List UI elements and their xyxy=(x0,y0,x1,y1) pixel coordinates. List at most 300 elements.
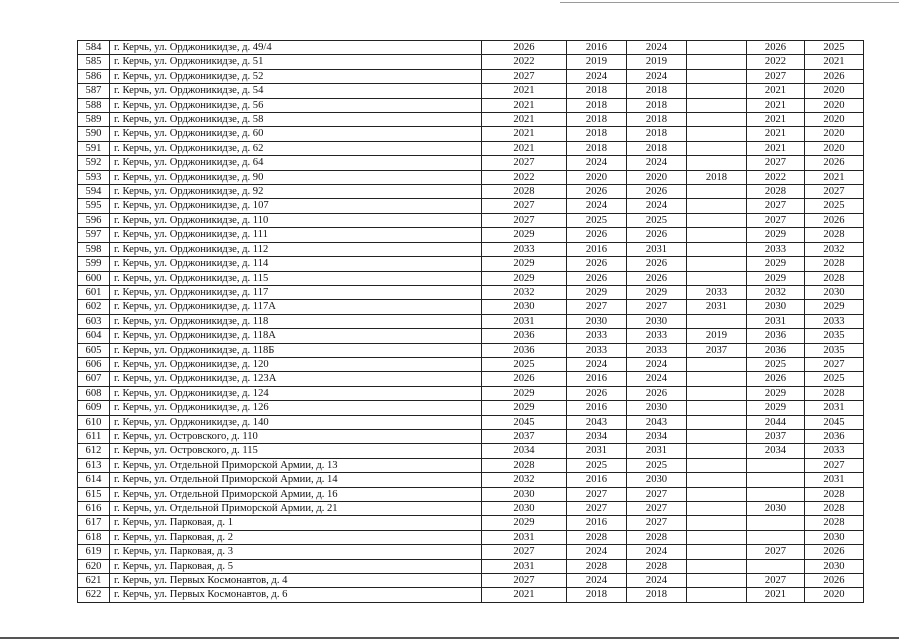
year-cell-1: 2031 xyxy=(482,559,567,573)
year-cell-2: 2028 xyxy=(567,530,627,544)
address-cell: г. Керчь, ул. Орджоникидзе, д. 56 xyxy=(110,98,482,112)
year-cell-3: 2026 xyxy=(627,228,687,242)
table-row xyxy=(78,156,864,170)
year-cell-6: 2020 xyxy=(805,113,864,127)
table-row xyxy=(78,516,864,530)
year-cell-5: 2032 xyxy=(747,285,805,299)
year-cell-4 xyxy=(687,199,747,213)
year-cell-5: 2021 xyxy=(747,84,805,98)
year-cell-6: 2021 xyxy=(805,170,864,184)
year-cell-6: 2027 xyxy=(805,357,864,371)
year-cell-5 xyxy=(747,530,805,544)
year-cell-2: 2024 xyxy=(567,199,627,213)
year-cell-1: 2029 xyxy=(482,386,567,400)
year-cell-6: 2025 xyxy=(805,199,864,213)
year-cell-5: 2028 xyxy=(747,185,805,199)
address-cell: г. Керчь, ул. Парковая, д. 3 xyxy=(110,545,482,559)
year-cell-6: 2035 xyxy=(805,343,864,357)
year-cell-2: 2024 xyxy=(567,545,627,559)
year-cell-5: 2021 xyxy=(747,588,805,602)
year-cell-1: 2021 xyxy=(482,141,567,155)
table-row xyxy=(78,199,864,213)
row-number: 601 xyxy=(78,285,110,299)
year-cell-2: 2020 xyxy=(567,170,627,184)
year-cell-5 xyxy=(747,516,805,530)
year-cell-6: 2026 xyxy=(805,574,864,588)
year-cell-4 xyxy=(687,242,747,256)
row-number: 616 xyxy=(78,502,110,516)
year-cell-5: 2036 xyxy=(747,343,805,357)
row-number: 586 xyxy=(78,69,110,83)
year-cell-6: 2027 xyxy=(805,185,864,199)
year-cell-1: 2022 xyxy=(482,170,567,184)
year-cell-5: 2029 xyxy=(747,257,805,271)
year-cell-2: 2043 xyxy=(567,415,627,429)
address-cell: г. Керчь, ул. Орджоникидзе, д. 110 xyxy=(110,213,482,227)
year-cell-1: 2026 xyxy=(482,372,567,386)
year-cell-5: 2029 xyxy=(747,386,805,400)
year-cell-3: 2030 xyxy=(627,473,687,487)
year-cell-1: 2029 xyxy=(482,228,567,242)
year-cell-1: 2036 xyxy=(482,329,567,343)
year-cell-6: 2020 xyxy=(805,127,864,141)
year-cell-2: 2016 xyxy=(567,401,627,415)
year-cell-5: 2027 xyxy=(747,156,805,170)
row-number: 610 xyxy=(78,415,110,429)
year-cell-3: 2027 xyxy=(627,300,687,314)
year-cell-5 xyxy=(747,458,805,472)
year-cell-4 xyxy=(687,559,747,573)
table-row xyxy=(78,530,864,544)
year-cell-6: 2028 xyxy=(805,257,864,271)
year-cell-5: 2021 xyxy=(747,113,805,127)
year-cell-6: 2033 xyxy=(805,444,864,458)
year-cell-6: 2045 xyxy=(805,415,864,429)
year-cell-4 xyxy=(687,502,747,516)
address-cell: г. Керчь, ул. Орджоникидзе, д. 120 xyxy=(110,357,482,371)
row-number: 620 xyxy=(78,559,110,573)
year-cell-4: 2037 xyxy=(687,343,747,357)
year-cell-6: 2033 xyxy=(805,314,864,328)
row-number: 592 xyxy=(78,156,110,170)
year-cell-5 xyxy=(747,473,805,487)
year-cell-2: 2026 xyxy=(567,386,627,400)
year-cell-5: 2034 xyxy=(747,444,805,458)
year-cell-6: 2031 xyxy=(805,473,864,487)
year-cell-3: 2020 xyxy=(627,170,687,184)
year-cell-3: 2018 xyxy=(627,588,687,602)
table-row xyxy=(78,141,864,155)
row-number: 613 xyxy=(78,458,110,472)
table-row xyxy=(78,242,864,256)
year-cell-6: 2028 xyxy=(805,228,864,242)
table-row xyxy=(78,559,864,573)
year-cell-3: 2028 xyxy=(627,530,687,544)
year-cell-6: 2020 xyxy=(805,588,864,602)
year-cell-5: 2029 xyxy=(747,271,805,285)
year-cell-4 xyxy=(687,271,747,285)
year-cell-3: 2018 xyxy=(627,141,687,155)
year-cell-3: 2030 xyxy=(627,314,687,328)
address-cell: г. Керчь, ул. Парковая, д. 2 xyxy=(110,530,482,544)
year-cell-4 xyxy=(687,386,747,400)
year-cell-2: 2025 xyxy=(567,213,627,227)
table-row xyxy=(78,257,864,271)
year-cell-4 xyxy=(687,185,747,199)
year-cell-1: 2034 xyxy=(482,444,567,458)
year-cell-1: 2029 xyxy=(482,257,567,271)
row-number: 618 xyxy=(78,530,110,544)
year-cell-4: 2018 xyxy=(687,170,747,184)
row-number: 600 xyxy=(78,271,110,285)
address-cell: г. Керчь, ул. Орджоникидзе, д. 117 xyxy=(110,285,482,299)
year-cell-5: 2021 xyxy=(747,127,805,141)
address-cell: г. Керчь, ул. Отдельной Приморской Армии, д. 14 xyxy=(110,473,482,487)
table-row xyxy=(78,372,864,386)
year-cell-2: 2016 xyxy=(567,516,627,530)
year-cell-5: 2030 xyxy=(747,300,805,314)
year-cell-2: 2031 xyxy=(567,444,627,458)
table-row xyxy=(78,329,864,343)
year-cell-2: 2029 xyxy=(567,285,627,299)
row-number: 603 xyxy=(78,314,110,328)
year-cell-5: 2036 xyxy=(747,329,805,343)
year-cell-3: 2018 xyxy=(627,84,687,98)
year-cell-4: 2031 xyxy=(687,300,747,314)
year-cell-2: 2026 xyxy=(567,271,627,285)
address-cell: г. Керчь, ул. Орджоникидзе, д. 52 xyxy=(110,69,482,83)
year-cell-1: 2033 xyxy=(482,242,567,256)
address-cell: г. Керчь, ул. Орджоникидзе, д. 90 xyxy=(110,170,482,184)
year-cell-1: 2025 xyxy=(482,357,567,371)
table-row xyxy=(78,429,864,443)
year-cell-3: 2027 xyxy=(627,487,687,501)
year-cell-4 xyxy=(687,357,747,371)
year-cell-2: 2030 xyxy=(567,314,627,328)
year-cell-2: 2018 xyxy=(567,84,627,98)
year-cell-2: 2033 xyxy=(567,329,627,343)
address-cell: г. Керчь, ул. Отдельной Приморской Армии, д. 16 xyxy=(110,487,482,501)
table-row xyxy=(78,415,864,429)
year-cell-1: 2028 xyxy=(482,185,567,199)
address-cell: г. Керчь, ул. Островского, д. 110 xyxy=(110,429,482,443)
year-cell-1: 2021 xyxy=(482,113,567,127)
year-cell-4 xyxy=(687,69,747,83)
year-cell-3: 2030 xyxy=(627,401,687,415)
row-number: 602 xyxy=(78,300,110,314)
year-cell-3: 2024 xyxy=(627,41,687,55)
year-cell-5: 2027 xyxy=(747,69,805,83)
year-cell-1: 2021 xyxy=(482,84,567,98)
year-cell-6: 2028 xyxy=(805,487,864,501)
year-cell-4 xyxy=(687,98,747,112)
year-cell-5: 2037 xyxy=(747,429,805,443)
address-cell: г. Керчь, ул. Отдельной Приморской Армии, д. 21 xyxy=(110,502,482,516)
year-cell-4 xyxy=(687,473,747,487)
year-cell-1: 2021 xyxy=(482,127,567,141)
address-cell: г. Керчь, ул. Орджоникидзе, д. 64 xyxy=(110,156,482,170)
address-cell: г. Керчь, ул. Орджоникидзе, д. 118 xyxy=(110,314,482,328)
year-cell-1: 2032 xyxy=(482,473,567,487)
year-cell-6: 2028 xyxy=(805,502,864,516)
row-number: 615 xyxy=(78,487,110,501)
year-cell-3: 2025 xyxy=(627,458,687,472)
row-number: 612 xyxy=(78,444,110,458)
year-cell-2: 2018 xyxy=(567,588,627,602)
year-cell-5: 2029 xyxy=(747,401,805,415)
year-cell-2: 2027 xyxy=(567,502,627,516)
address-cell: г. Керчь, ул. Орджоникидзе, д. 112 xyxy=(110,242,482,256)
year-cell-1: 2030 xyxy=(482,502,567,516)
year-cell-3: 2043 xyxy=(627,415,687,429)
year-cell-1: 2030 xyxy=(482,487,567,501)
year-cell-6: 2026 xyxy=(805,213,864,227)
year-cell-2: 2026 xyxy=(567,185,627,199)
row-number: 604 xyxy=(78,329,110,343)
year-cell-6: 2020 xyxy=(805,98,864,112)
address-cell: г. Керчь, ул. Орджоникидзе, д. 54 xyxy=(110,84,482,98)
year-cell-5 xyxy=(747,487,805,501)
address-cell: г. Керчь, ул. Орджоникидзе, д. 62 xyxy=(110,141,482,155)
year-cell-1: 2027 xyxy=(482,574,567,588)
year-cell-3: 2024 xyxy=(627,372,687,386)
address-cell: г. Керчь, ул. Орджоникидзе, д. 60 xyxy=(110,127,482,141)
year-cell-3: 2018 xyxy=(627,127,687,141)
year-cell-5: 2021 xyxy=(747,141,805,155)
year-cell-1: 2028 xyxy=(482,458,567,472)
year-cell-2: 2026 xyxy=(567,257,627,271)
address-cell: г. Керчь, ул. Парковая, д. 5 xyxy=(110,559,482,573)
year-cell-3: 2031 xyxy=(627,444,687,458)
year-cell-4 xyxy=(687,84,747,98)
row-number: 621 xyxy=(78,574,110,588)
address-cell: г. Керчь, ул. Орджоникидзе, д. 140 xyxy=(110,415,482,429)
scan-edge-top xyxy=(560,2,899,3)
year-cell-6: 2029 xyxy=(805,300,864,314)
year-cell-3: 2034 xyxy=(627,429,687,443)
year-cell-6: 2031 xyxy=(805,401,864,415)
address-cell: г. Керчь, ул. Отдельной Приморской Армии, д. 13 xyxy=(110,458,482,472)
year-cell-6: 2030 xyxy=(805,285,864,299)
year-cell-2: 2024 xyxy=(567,574,627,588)
year-cell-2: 2028 xyxy=(567,559,627,573)
year-cell-6: 2026 xyxy=(805,545,864,559)
table-row xyxy=(78,574,864,588)
year-cell-1: 2021 xyxy=(482,98,567,112)
year-cell-3: 2024 xyxy=(627,156,687,170)
year-cell-3: 2027 xyxy=(627,502,687,516)
row-number: 588 xyxy=(78,98,110,112)
table-row xyxy=(78,502,864,516)
year-cell-2: 2018 xyxy=(567,127,627,141)
table-row xyxy=(78,127,864,141)
table-row xyxy=(78,343,864,357)
year-cell-5: 2031 xyxy=(747,314,805,328)
table-row xyxy=(78,588,864,602)
year-cell-2: 2016 xyxy=(567,473,627,487)
year-cell-6: 2030 xyxy=(805,559,864,573)
year-cell-4 xyxy=(687,415,747,429)
year-cell-3: 2029 xyxy=(627,285,687,299)
year-cell-1: 2030 xyxy=(482,300,567,314)
table-row xyxy=(78,55,864,69)
row-number: 614 xyxy=(78,473,110,487)
year-cell-6: 2021 xyxy=(805,55,864,69)
row-number: 596 xyxy=(78,213,110,227)
year-cell-4 xyxy=(687,55,747,69)
year-cell-5: 2026 xyxy=(747,41,805,55)
year-cell-4: 2033 xyxy=(687,285,747,299)
year-cell-3: 2024 xyxy=(627,574,687,588)
year-cell-2: 2027 xyxy=(567,487,627,501)
year-cell-2: 2024 xyxy=(567,357,627,371)
year-cell-6: 2030 xyxy=(805,530,864,544)
row-number: 606 xyxy=(78,357,110,371)
year-cell-4 xyxy=(687,444,747,458)
year-cell-4 xyxy=(687,574,747,588)
row-number: 595 xyxy=(78,199,110,213)
year-cell-5: 2022 xyxy=(747,55,805,69)
year-cell-6: 2020 xyxy=(805,84,864,98)
year-cell-4 xyxy=(687,257,747,271)
row-number: 590 xyxy=(78,127,110,141)
year-cell-1: 2031 xyxy=(482,530,567,544)
year-cell-4 xyxy=(687,516,747,530)
year-cell-3: 2026 xyxy=(627,257,687,271)
year-cell-1: 2027 xyxy=(482,156,567,170)
year-cell-4 xyxy=(687,487,747,501)
year-cell-3: 2026 xyxy=(627,271,687,285)
address-cell: г. Керчь, ул. Орджоникидзе, д. 49/4 xyxy=(110,41,482,55)
year-cell-1: 2027 xyxy=(482,213,567,227)
table-row xyxy=(78,41,864,55)
table-row xyxy=(78,314,864,328)
year-cell-4 xyxy=(687,401,747,415)
row-number: 599 xyxy=(78,257,110,271)
row-number: 585 xyxy=(78,55,110,69)
year-cell-4 xyxy=(687,141,747,155)
year-cell-1: 2022 xyxy=(482,55,567,69)
year-cell-1: 2029 xyxy=(482,271,567,285)
year-cell-3: 2033 xyxy=(627,343,687,357)
year-cell-3: 2033 xyxy=(627,329,687,343)
year-cell-6: 2028 xyxy=(805,386,864,400)
address-cell: г. Керчь, ул. Орджоникидзе, д. 123А xyxy=(110,372,482,386)
address-cell: г. Керчь, ул. Орджоникидзе, д. 118Б xyxy=(110,343,482,357)
year-cell-3: 2026 xyxy=(627,386,687,400)
year-cell-5: 2030 xyxy=(747,502,805,516)
table-row xyxy=(78,113,864,127)
row-number: 593 xyxy=(78,170,110,184)
year-cell-5: 2027 xyxy=(747,199,805,213)
year-cell-2: 2034 xyxy=(567,429,627,443)
address-cell: г. Керчь, ул. Орджоникидзе, д. 114 xyxy=(110,257,482,271)
address-cell: г. Керчь, ул. Орджоникидзе, д. 117А xyxy=(110,300,482,314)
row-number: 622 xyxy=(78,588,110,602)
table-body xyxy=(78,41,864,603)
row-number: 605 xyxy=(78,343,110,357)
year-cell-6: 2026 xyxy=(805,156,864,170)
year-cell-1: 2037 xyxy=(482,429,567,443)
year-cell-1: 2026 xyxy=(482,41,567,55)
year-cell-4 xyxy=(687,213,747,227)
year-cell-2: 2018 xyxy=(567,141,627,155)
year-cell-6: 2035 xyxy=(805,329,864,343)
table-row xyxy=(78,545,864,559)
table-row xyxy=(78,458,864,472)
year-cell-1: 2021 xyxy=(482,588,567,602)
year-cell-6: 2025 xyxy=(805,372,864,386)
year-cell-6: 2020 xyxy=(805,141,864,155)
year-cell-3: 2024 xyxy=(627,69,687,83)
year-cell-5: 2022 xyxy=(747,170,805,184)
year-cell-3: 2024 xyxy=(627,545,687,559)
year-cell-1: 2027 xyxy=(482,199,567,213)
year-cell-6: 2025 xyxy=(805,41,864,55)
year-cell-4 xyxy=(687,372,747,386)
year-cell-2: 2026 xyxy=(567,228,627,242)
year-cell-3: 2028 xyxy=(627,559,687,573)
year-cell-3: 2031 xyxy=(627,242,687,256)
row-number: 598 xyxy=(78,242,110,256)
address-cell: г. Керчь, ул. Островского, д. 115 xyxy=(110,444,482,458)
table-row xyxy=(78,487,864,501)
table-row xyxy=(78,69,864,83)
year-cell-2: 2025 xyxy=(567,458,627,472)
table-row xyxy=(78,84,864,98)
year-cell-3: 2024 xyxy=(627,199,687,213)
table-row xyxy=(78,386,864,400)
year-cell-5: 2029 xyxy=(747,228,805,242)
row-number: 607 xyxy=(78,372,110,386)
table-row xyxy=(78,271,864,285)
address-cell: г. Керчь, ул. Орджоникидзе, д. 124 xyxy=(110,386,482,400)
row-number: 589 xyxy=(78,113,110,127)
row-number: 584 xyxy=(78,41,110,55)
year-cell-5: 2027 xyxy=(747,213,805,227)
year-cell-5: 2044 xyxy=(747,415,805,429)
row-number: 617 xyxy=(78,516,110,530)
year-cell-2: 2018 xyxy=(567,113,627,127)
year-cell-6: 2027 xyxy=(805,458,864,472)
row-number: 608 xyxy=(78,386,110,400)
year-cell-3: 2025 xyxy=(627,213,687,227)
year-cell-4 xyxy=(687,228,747,242)
year-cell-4 xyxy=(687,156,747,170)
year-cell-1: 2036 xyxy=(482,343,567,357)
year-cell-4 xyxy=(687,41,747,55)
year-cell-1: 2029 xyxy=(482,516,567,530)
year-cell-1: 2027 xyxy=(482,545,567,559)
year-cell-6: 2036 xyxy=(805,429,864,443)
year-cell-4 xyxy=(687,588,747,602)
year-cell-5: 2021 xyxy=(747,98,805,112)
year-cell-4 xyxy=(687,429,747,443)
year-cell-1: 2032 xyxy=(482,285,567,299)
table-row xyxy=(78,401,864,415)
schedule-table xyxy=(77,40,864,603)
table-row xyxy=(78,170,864,184)
year-cell-2: 2019 xyxy=(567,55,627,69)
row-number: 597 xyxy=(78,228,110,242)
address-cell: г. Керчь, ул. Орджоникидзе, д. 126 xyxy=(110,401,482,415)
year-cell-3: 2018 xyxy=(627,98,687,112)
address-cell: г. Керчь, ул. Орджоникидзе, д. 118А xyxy=(110,329,482,343)
year-cell-3: 2019 xyxy=(627,55,687,69)
year-cell-3: 2026 xyxy=(627,185,687,199)
year-cell-2: 2024 xyxy=(567,69,627,83)
year-cell-6: 2032 xyxy=(805,242,864,256)
